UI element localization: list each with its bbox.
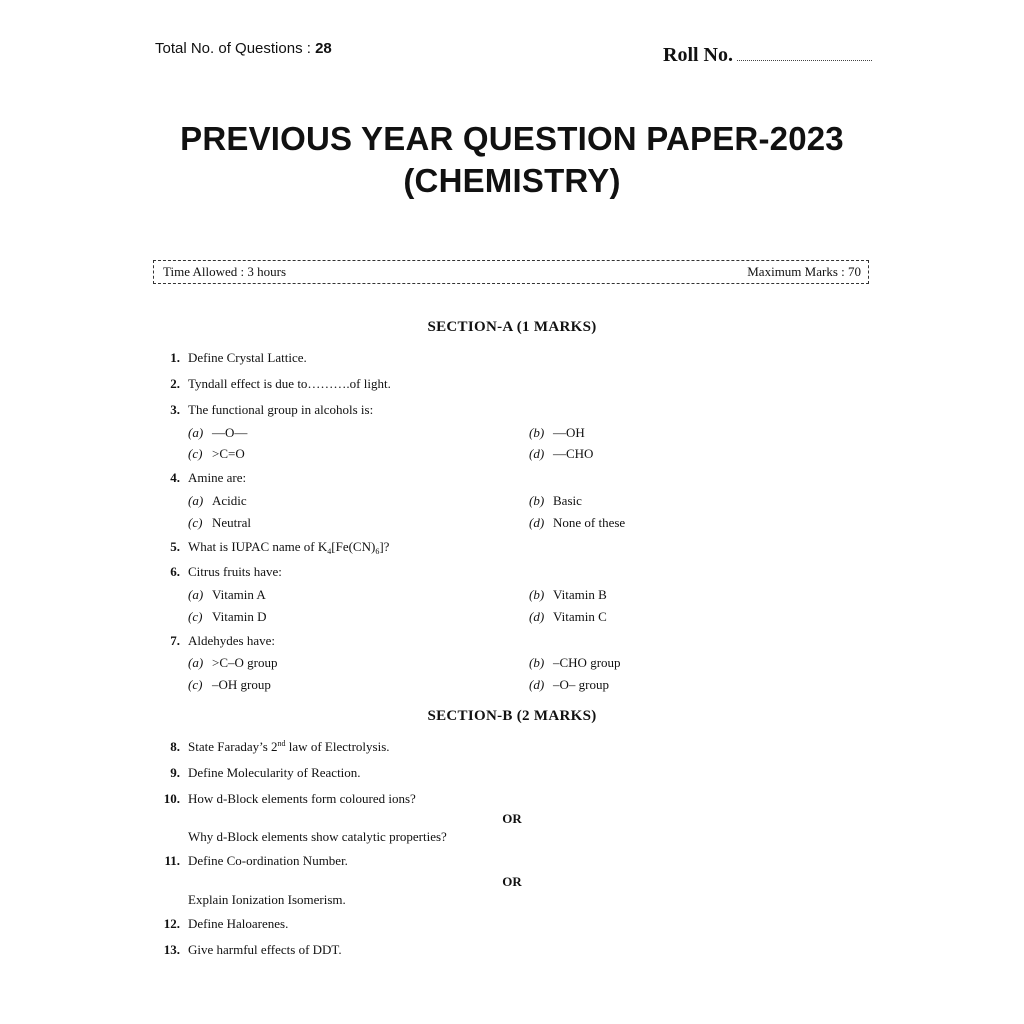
option-text: Neutral xyxy=(212,515,251,530)
option-c xyxy=(188,515,251,531)
option-letter: (a) xyxy=(188,587,204,602)
question-text: Give harmful effects of DDT. xyxy=(188,942,342,957)
question-text xyxy=(188,739,390,755)
option-d xyxy=(529,609,607,625)
question-number: 7. xyxy=(170,633,180,648)
question-alt-text: Explain Ionization Isomerism. xyxy=(188,892,346,907)
option-text: Vitamin B xyxy=(553,587,607,602)
question-text: The functional group in alcohols is: xyxy=(188,402,374,417)
question-text: Define Crystal Lattice. xyxy=(188,350,307,365)
option-text: Basic xyxy=(553,493,582,508)
option-letter: (c) xyxy=(188,609,203,624)
question-number: 4. xyxy=(170,470,180,485)
question-number: 3. xyxy=(170,402,180,417)
roll-number-blank xyxy=(737,59,872,61)
question-alt-text: Why d-Block elements show catalytic properties? xyxy=(188,829,447,844)
option-text: –CHO group xyxy=(553,655,621,670)
question-text: Amine are: xyxy=(188,470,247,485)
time-allowed: Time Allowed : 3 hours xyxy=(163,264,287,279)
section-b-heading: SECTION-B (2 MARKS) xyxy=(427,708,597,724)
roll-number xyxy=(663,44,873,67)
question-text-part: [Fe(CN) xyxy=(331,539,376,554)
option-letter: (a) xyxy=(188,655,204,670)
exam-info-box xyxy=(153,260,869,284)
option-b xyxy=(529,587,607,603)
question-text: Define Co-ordination Number. xyxy=(188,853,348,868)
option-letter: (d) xyxy=(529,515,545,530)
question-number: 2. xyxy=(170,376,180,391)
question-text-part: ]? xyxy=(379,539,390,554)
option-d xyxy=(529,515,625,531)
question-number: 12. xyxy=(163,916,180,931)
option-text: —CHO xyxy=(553,446,594,461)
total-questions-value: 28 xyxy=(315,40,332,57)
option-b xyxy=(529,493,582,509)
option-letter: (a) xyxy=(188,493,204,508)
maximum-marks: Maximum Marks : 70 xyxy=(747,264,861,279)
option-text: —OH xyxy=(553,425,585,440)
option-text: Vitamin C xyxy=(553,609,607,624)
question-text: Define Haloarenes. xyxy=(188,916,289,931)
total-questions-label: Total No. of Questions : xyxy=(155,40,316,57)
option-letter: (a) xyxy=(188,425,204,440)
option-c xyxy=(188,677,271,693)
or-separator: OR xyxy=(502,811,522,826)
subscript: 6 xyxy=(375,547,380,556)
option-c xyxy=(188,446,245,462)
option-letter: (d) xyxy=(529,609,545,624)
total-questions xyxy=(155,40,332,57)
option-letter: (b) xyxy=(529,655,545,670)
option-letter: (b) xyxy=(529,493,545,508)
option-letter: (b) xyxy=(529,587,545,602)
option-letter: (d) xyxy=(529,677,545,692)
option-a xyxy=(188,425,247,441)
question-number: 1. xyxy=(170,350,180,365)
question-number: 10. xyxy=(163,791,180,806)
option-a xyxy=(188,493,247,509)
question-text: Tyndall effect is due to……….of light. xyxy=(188,376,391,391)
option-a xyxy=(188,655,277,671)
or-separator: OR xyxy=(502,874,522,889)
roll-number-label: Roll No. xyxy=(663,44,733,66)
title-line-2: (CHEMISTRY) xyxy=(403,162,621,199)
question-number: 8. xyxy=(170,739,180,754)
option-b xyxy=(529,655,621,671)
option-text: Vitamin D xyxy=(212,609,267,624)
question-text: How d-Block elements form coloured ions? xyxy=(188,791,416,806)
option-a xyxy=(188,587,266,603)
section-a-heading: SECTION-A (1 MARKS) xyxy=(427,319,597,335)
question-text-part: law of Electrolysis. xyxy=(285,739,390,754)
question-number: 11. xyxy=(164,853,180,868)
option-b xyxy=(529,425,585,441)
question-text-part: State Faraday’s 2 xyxy=(188,739,278,754)
option-d xyxy=(529,677,609,693)
option-text: Vitamin A xyxy=(212,587,266,602)
option-text: –OH group xyxy=(212,677,271,692)
option-letter: (c) xyxy=(188,677,203,692)
option-c xyxy=(188,609,266,625)
question-text xyxy=(188,539,389,556)
option-letter: (b) xyxy=(529,425,545,440)
question-number: 5. xyxy=(170,539,180,554)
question-text-part: What is IUPAC name of K xyxy=(188,539,328,554)
question-number: 9. xyxy=(170,765,180,780)
question-number: 6. xyxy=(170,564,180,579)
superscript: nd xyxy=(277,739,286,748)
subscript: 4 xyxy=(327,547,332,556)
option-text: >C=O xyxy=(212,446,245,461)
option-letter: (c) xyxy=(188,446,203,461)
title-line-1: PREVIOUS YEAR QUESTION PAPER-2023 xyxy=(180,120,844,157)
page-title xyxy=(0,118,1024,202)
option-text: —O— xyxy=(212,425,248,440)
option-text: None of these xyxy=(553,515,626,530)
option-letter: (d) xyxy=(529,446,545,461)
option-text: >C–O group xyxy=(212,655,278,670)
question-text: Citrus fruits have: xyxy=(188,564,282,579)
question-text: Aldehydes have: xyxy=(188,633,276,648)
option-d xyxy=(529,446,593,462)
question-number: 13. xyxy=(163,942,180,957)
option-text: Acidic xyxy=(212,493,247,508)
option-text: –O– group xyxy=(553,677,609,692)
option-letter: (c) xyxy=(188,515,203,530)
question-text: Define Molecularity of Reaction. xyxy=(188,765,361,780)
